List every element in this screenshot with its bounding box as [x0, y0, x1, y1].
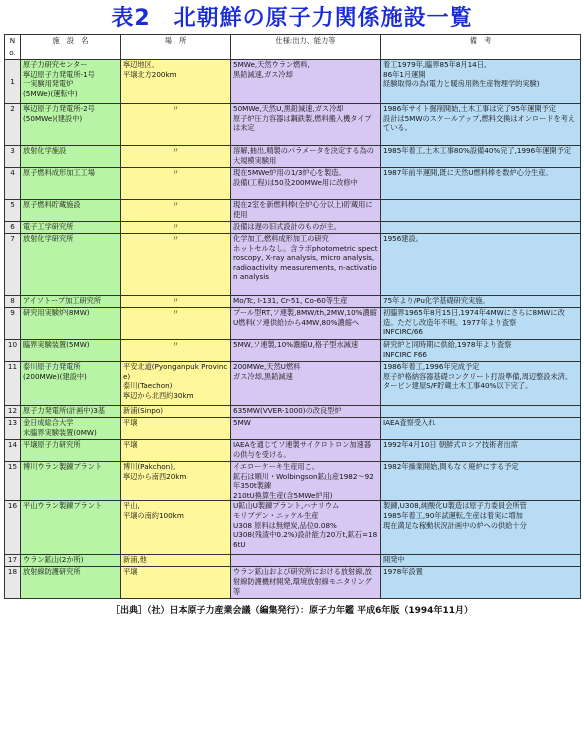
cell-name: 金日成総合大学 未臨界実験装置(0MW): [21, 418, 121, 440]
cell-name: 平山ウラン製錬プラント: [21, 501, 121, 555]
page-title: 表2 北朝鮮の原子力関係施設一覧: [111, 6, 473, 31]
cell-no: 8: [5, 296, 21, 308]
cell-spec: 635MW(VVER-1000)の改良型炉: [231, 406, 381, 418]
cell-place: 〃: [121, 234, 231, 296]
cell-spec: ウラン鉱山および研究所における放射線,放射線防護機材開発,環境放射線モニタリング等: [231, 567, 381, 599]
cell-spec: IAEAを通じてソ連製サイクロトロン加速器の供与を受ける。: [231, 440, 381, 462]
table-row: [5, 222, 581, 234]
cell-note: 1986年着工,1996年完成予定 原子炉格納容器基礎コンクリート打設準備,周辺整設未済。タービン建屋S/F貯蔵土木工事40%以下完了。: [381, 362, 581, 406]
cell-place: 平壌: [121, 567, 231, 599]
table-row: [5, 308, 581, 340]
table-row: [5, 200, 581, 222]
cell-name: 臨界実験装置(5MW): [21, 340, 121, 362]
cell-place: 〃: [121, 340, 231, 362]
header-name: 施 設 名: [21, 35, 121, 60]
header-note: 備 考: [381, 35, 581, 60]
cell-spec: 200MWe,天然U燃料 ガス冷却,黒鉛減速: [231, 362, 381, 406]
cell-note: 1956建設。: [381, 234, 581, 296]
cell-name: アイソトープ加工研究所: [21, 296, 121, 308]
table-row: [5, 296, 581, 308]
cell-name: 泰川原子力発電所 (200MWe)(建設中): [21, 362, 121, 406]
cell-place: 博川(Pakchon), 寧辺から南西20km: [121, 462, 231, 501]
cell-no: 7: [5, 234, 21, 296]
cell-place: 〃: [121, 146, 231, 168]
cell-spec: Mo/Tc, I-131, Cr-51, Co-60等生産: [231, 296, 381, 308]
cell-note: IAEA査察受入れ: [381, 418, 581, 440]
cell-spec: [231, 555, 381, 567]
cell-spec: 現在2室を新燃料棒(全炉心分以上)貯蔵用に使用: [231, 200, 381, 222]
cell-name: 原子燃料貯蔵施設: [21, 200, 121, 222]
cell-note: [381, 222, 581, 234]
cell-no: 9: [5, 308, 21, 340]
cell-place: 平山, 平壌の南約100km: [121, 501, 231, 555]
cell-spec: プール型RT,ソ連製,8MW/th,2MW,10%濃縮U燃料(ソ連供給)から4MW,80%濃縮へ: [231, 308, 381, 340]
cell-spec: 設備は遅の旧式設計のものが主。: [231, 222, 381, 234]
cell-note: 製錬,U308,純酸化U製造は原子力委員会所管 1985年着工,90年試運転,生産は着実に増加 現在満足な稼動状況計画中の炉への供給十分: [381, 501, 581, 555]
cell-note: 開発中: [381, 555, 581, 567]
cell-name: 放射化学研究所: [21, 234, 121, 296]
cell-spec: 溶解,抽出,精製のパラメータを決定する為の大規模実験用: [231, 146, 381, 168]
cell-place: 〃: [121, 104, 231, 146]
cell-spec: U鉱山U製錬プラント,ハナリウム モリブデン・ニッケル生産 U308 原料は無煙炭,品位0.08% U308(残渣中0.2%)設計能力20万t,鉱石=186tU: [231, 501, 381, 555]
cell-name: 原子燃料成形加工工場: [21, 168, 121, 200]
table-row: [5, 340, 581, 362]
cell-name: 電子工学研究所: [21, 222, 121, 234]
source-footer: ［出典］（社）日本原子力産業会議（編集発行）：原子力年鑑 平成6年版（1994年11月）: [111, 606, 473, 617]
cell-no: 16: [5, 501, 21, 555]
cell-no: 11: [5, 362, 21, 406]
cell-note: [381, 200, 581, 222]
cell-no: 10: [5, 340, 21, 362]
cell-spec: 50MWe,天然U,黒鉛減速,ガス冷却 原子炉圧力容器は鋼鉄製,燃料搬入機タイプは未定: [231, 104, 381, 146]
cell-no: 3: [5, 146, 21, 168]
cell-note: 1986年サイト掘削開始,土木工事は完了95年運開予定 設計は5MWのスケールアップ,燃料交換はオンロードを考えている。: [381, 104, 581, 146]
table-row: [5, 567, 581, 599]
cell-note: 着工1979年,臨界85年8月14日, 86年1月運開 経験取得の為(電力と暖房用熱生産物理学的実験): [381, 60, 581, 104]
table-row: [5, 146, 581, 168]
table-row: [5, 362, 581, 406]
cell-note: 初臨界1965年8月15日,1974年4MWにさらに8MWに改造。ただし改造年不明。1977年より査察 INFCIRC/66: [381, 308, 581, 340]
cell-note: 75年より/Pu化学基礎研究実施。: [381, 296, 581, 308]
cell-spec: 5MW: [231, 418, 381, 440]
table-row: [5, 440, 581, 462]
cell-no: 17: [5, 555, 21, 567]
table-row: [5, 104, 581, 146]
cell-place: 〃: [121, 222, 231, 234]
cell-note: 1987年前半運開,既に天然U燃料棒を数炉心分生産。: [381, 168, 581, 200]
cell-place: 平安北道(Pyonganpuk Province) 泰川(Taechon) 寧辺から北西約30km: [121, 362, 231, 406]
header-no: No.: [5, 35, 21, 60]
table-row: [5, 406, 581, 418]
cell-no: 13: [5, 418, 21, 440]
facility-table: [4, 34, 581, 599]
cell-note: 1978年設置: [381, 567, 581, 599]
table-row: [5, 462, 581, 501]
cell-place: 〃: [121, 308, 231, 340]
cell-no: 4: [5, 168, 21, 200]
cell-no: 2: [5, 104, 21, 146]
cell-name: 原子力研究センター 寧辺原子力発電所-1号 一実験用発電炉 (5MWe)(運転中): [21, 60, 121, 104]
cell-place: 新浦(Sinpo): [121, 406, 231, 418]
cell-spec: 現在5MWe炉用の1/3炉心を製造。 設備(工程)は50及200MWe用に改修中: [231, 168, 381, 200]
cell-note: 1982年操業開始,間もなく廃炉にする予定: [381, 462, 581, 501]
cell-place: 新浦,他: [121, 555, 231, 567]
cell-no: 12: [5, 406, 21, 418]
cell-spec: イエローケーキ生産用こ。 鉱石は順川・Wolbingson鉱山産1982〜92年350t製錬 210tU換算生産(含5MWe炉用): [231, 462, 381, 501]
cell-note: 1992年4月10日 朝鮮式ロシア技術者出席: [381, 440, 581, 462]
cell-name: 原子力発電所(計画中)3基: [21, 406, 121, 418]
cell-place: 寧辺地区、 平壌北方200km: [121, 60, 231, 104]
cell-name: 博川ウラン製錬プラント: [21, 462, 121, 501]
cell-spec: 化学加工,燃料成形加工の研究 ホットセルなし。含ラボphotometric spectroscopy, X-ray analysis, micro analysis, radioactivity measurements, n-activation analysis: [231, 234, 381, 296]
table-row: [5, 418, 581, 440]
cell-place: 〃: [121, 168, 231, 200]
table-header-row: [5, 35, 581, 60]
header-spec: 仕様:出力、能力等: [231, 35, 381, 60]
table-row: [5, 60, 581, 104]
cell-place: 平壌: [121, 440, 231, 462]
cell-name: 放射化学施設: [21, 146, 121, 168]
cell-spec: 5MW,ソ連製,10%濃縮U,格子型水減速: [231, 340, 381, 362]
cell-spec: 5MWe,天然ウラン燃料, 黒鉛減速,ガス冷却: [231, 60, 381, 104]
cell-no: 6: [5, 222, 21, 234]
cell-name: ウラン鉱山(2か所): [21, 555, 121, 567]
cell-place: 〃: [121, 296, 231, 308]
header-place: 場 所: [121, 35, 231, 60]
cell-name: 寧辺原子力発電所-2号 (50MWe)(建設中): [21, 104, 121, 146]
cell-no: 14: [5, 440, 21, 462]
cell-note: 研究炉と同時期に供給,1978年より査察 INFCIRC F66: [381, 340, 581, 362]
cell-note: 1985年着工,土木工事80%設備40%完了,1996年運開予定: [381, 146, 581, 168]
cell-name: 平壌原子力研究所: [21, 440, 121, 462]
cell-name: 放射線防護研究所: [21, 567, 121, 599]
table-row: [5, 234, 581, 296]
table-row: [5, 501, 581, 555]
cell-place: 平壌: [121, 418, 231, 440]
cell-place: 〃: [121, 200, 231, 222]
table-row: [5, 555, 581, 567]
cell-no: 15: [5, 462, 21, 501]
cell-no: 1: [5, 60, 21, 104]
cell-no: 5: [5, 200, 21, 222]
table-row: [5, 168, 581, 200]
cell-note: [381, 406, 581, 418]
cell-name: 研究用実験炉(8MW): [21, 308, 121, 340]
cell-no: 18: [5, 567, 21, 599]
